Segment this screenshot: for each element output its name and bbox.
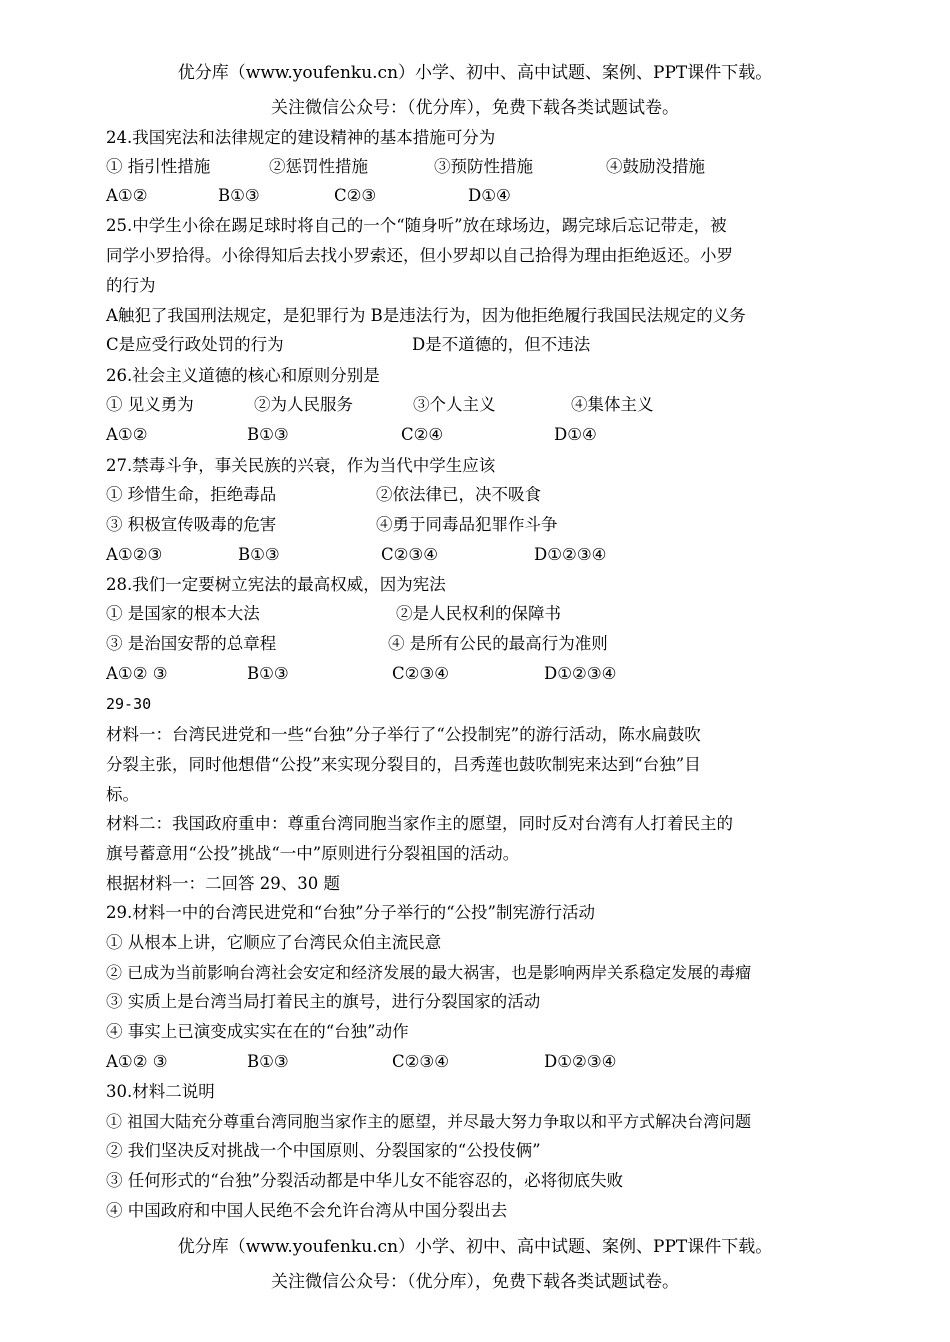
q24-choice-d: D①④ [468,186,511,205]
q30-item-2: ② 我们坚决反对挑战一个中国原则、分裂国家的“公投伎俩” [106,1141,541,1160]
q24-choice-a: A①② [106,186,148,205]
q27-choices [106,544,866,566]
q30-item-4: ④ 中国政府和中国人民绝不会允许台湾从中国分裂出去 [106,1201,508,1220]
header-line-1: 优分库（www.youfenku.cn）小学、初中、高中试题、案例、PPT课件下载。 [177,63,773,83]
q27-item-2: ②依法律已，决不吸食 [376,485,541,504]
q29-choice-a: A①② ③ [106,1052,168,1071]
q28-choices [106,663,866,685]
q24-item-1: ① 指引性措施 [106,157,211,176]
q27-choice-a: A①②③ [106,545,163,564]
q27-items-row1 [106,484,866,506]
q30-stem: 30.材料二说明 [106,1082,215,1101]
q29-item-3: ③ 实质上是台湾当局打着民主的旗号，进行分裂国家的活动 [106,992,541,1011]
material-1-line-1: 材料一：台湾民进党和一些“台独”分子举行了“公投制宪”的游行活动，陈水扁鼓吹 [106,725,701,744]
q30-item-3: ③ 任何形式的“台独”分裂活动都是中华儿女不能容忍的，必将彻底失败 [106,1171,624,1190]
q26-choice-a: A①② [106,425,148,444]
q28-choice-c: C②③④ [392,664,450,683]
q29-choice-c: C②③④ [392,1052,450,1071]
q27-choice-d: D①②③④ [534,545,607,564]
q27-item-4: ④勇于同毒品犯罪作斗争 [376,515,558,534]
q26-item-2: ②为人民服务 [254,395,353,414]
q28-choice-a: A①② ③ [106,664,168,683]
material-1-line-2: 分裂主张，同时他想借“公投”来实现分裂目的，吕秀莲也鼓吹制宪来达到“台独”目 [106,755,701,774]
q28-item-2: ②是人民权利的保障书 [396,604,561,623]
q26-choice-b: B①③ [247,425,289,444]
material-2-line-2: 旗号蓄意用“公投”挑战“一中”原则进行分裂祖国的活动。 [106,844,520,863]
q24-item-4: ④鼓励没措施 [606,157,705,176]
q26-choice-c: C②④ [401,425,444,444]
q26-items [106,394,866,416]
q28-items-row2 [106,633,866,655]
q26-choices [106,424,866,446]
q28-items-row1 [106,603,866,625]
material-range: 29-30 [106,695,152,713]
q28-choice-b: B①③ [247,664,289,683]
q28-item-1: ① 是国家的根本大法 [106,604,260,623]
material-1-line-3: 标。 [106,785,139,804]
q26-item-4: ④集体主义 [571,395,654,414]
q24-choices [106,185,866,207]
q26-choice-d: D①④ [554,425,597,444]
q25-stem-3: 的行为 [106,276,156,295]
q29-choices [106,1051,866,1073]
q24-stem: 24.我国宪法和法律规定的建设精神的基本措施可分为 [106,128,496,147]
footer-line-2: 关注微信公众号：（优分库），免费下载各类试题试卷。 [271,1272,679,1292]
header-line-2: 关注微信公众号：（优分库），免费下载各类试题试卷。 [271,98,679,118]
q27-choice-c: C②③④ [381,545,439,564]
q24-choice-c: C②③ [334,186,377,205]
q29-stem: 29.材料一中的台湾民进党和“台独”分子举行的“公投”制宪游行活动 [106,903,595,922]
q24-items [106,156,866,178]
q27-stem: 27.禁毒斗争，事关民族的兴衰，作为当代中学生应该 [106,456,496,475]
q25-option-c: C是应受行政处罚的行为 [106,335,284,354]
q26-item-3: ③个人主义 [413,395,496,414]
q24-choice-b: B①③ [218,186,260,205]
q29-choice-b: B①③ [247,1052,289,1071]
q25-option-d: D是不道德的，但不违法 [412,335,591,354]
q27-item-1: ① 珍惜生命，拒绝毒品 [106,485,277,504]
material-2-line-1: 材料二：我国政府重申：尊重台湾同胞当家作主的愿望，同时反对台湾有人打着民主的 [106,814,733,833]
q25-stem-2: 同学小罗拾得。小徐得知后去找小罗索还，但小罗却以自己拾得为理由拒绝返还。小罗 [106,246,733,265]
q29-item-2: ② 已成为当前影响台湾社会安定和经济发展的最大祸害，也是影响两岸关系稳定发展的毒瘤 [106,963,752,982]
q29-item-1: ① 从根本上讲，它顺应了台湾民众伯主流民意 [106,933,442,952]
material-instruction: 根据材料一：二回答 29、30 题 [106,874,340,893]
q28-item-4: ④ 是所有公民的最高行为准则 [388,634,608,653]
q25-option-cd [106,334,866,356]
q27-choice-b: B①③ [238,545,280,564]
q25-option-ab: A触犯了我国刑法规定，是犯罪行为 B是违法行为，因为他拒绝履行我国民法规定的义务 [106,306,746,325]
q28-choice-d: D①②③④ [544,664,617,683]
q24-item-2: ②惩罚性措施 [269,157,368,176]
q28-stem: 28.我们一定要树立宪法的最高权威，因为宪法 [106,575,446,594]
q26-stem: 26.社会主义道德的核心和原则分别是 [106,366,380,385]
q24-item-3: ③预防性措施 [434,157,533,176]
q29-choice-d: D①②③④ [544,1052,617,1071]
q25-stem-1: 25.中学生小徐在踢足球时将自己的一个“随身听”放在球场边，踢完球后忘记带走，被 [106,216,727,235]
footer-line-1: 优分库（www.youfenku.cn）小学、初中、高中试题、案例、PPT课件下载。 [177,1237,773,1257]
q28-item-3: ③ 是治国安帮的总章程 [106,634,277,653]
q29-item-4: ④ 事实上已演变成实实在在的“台独”动作 [106,1022,409,1041]
q26-item-1: ① 见义勇为 [106,395,194,414]
q27-items-row2 [106,514,866,536]
q30-item-1: ① 祖国大陆充分尊重台湾同胞当家作主的愿望，并尽最大努力争取以和平方式解决台湾问题 [106,1112,752,1131]
q27-item-3: ③ 积极宣传吸毒的危害 [106,515,277,534]
